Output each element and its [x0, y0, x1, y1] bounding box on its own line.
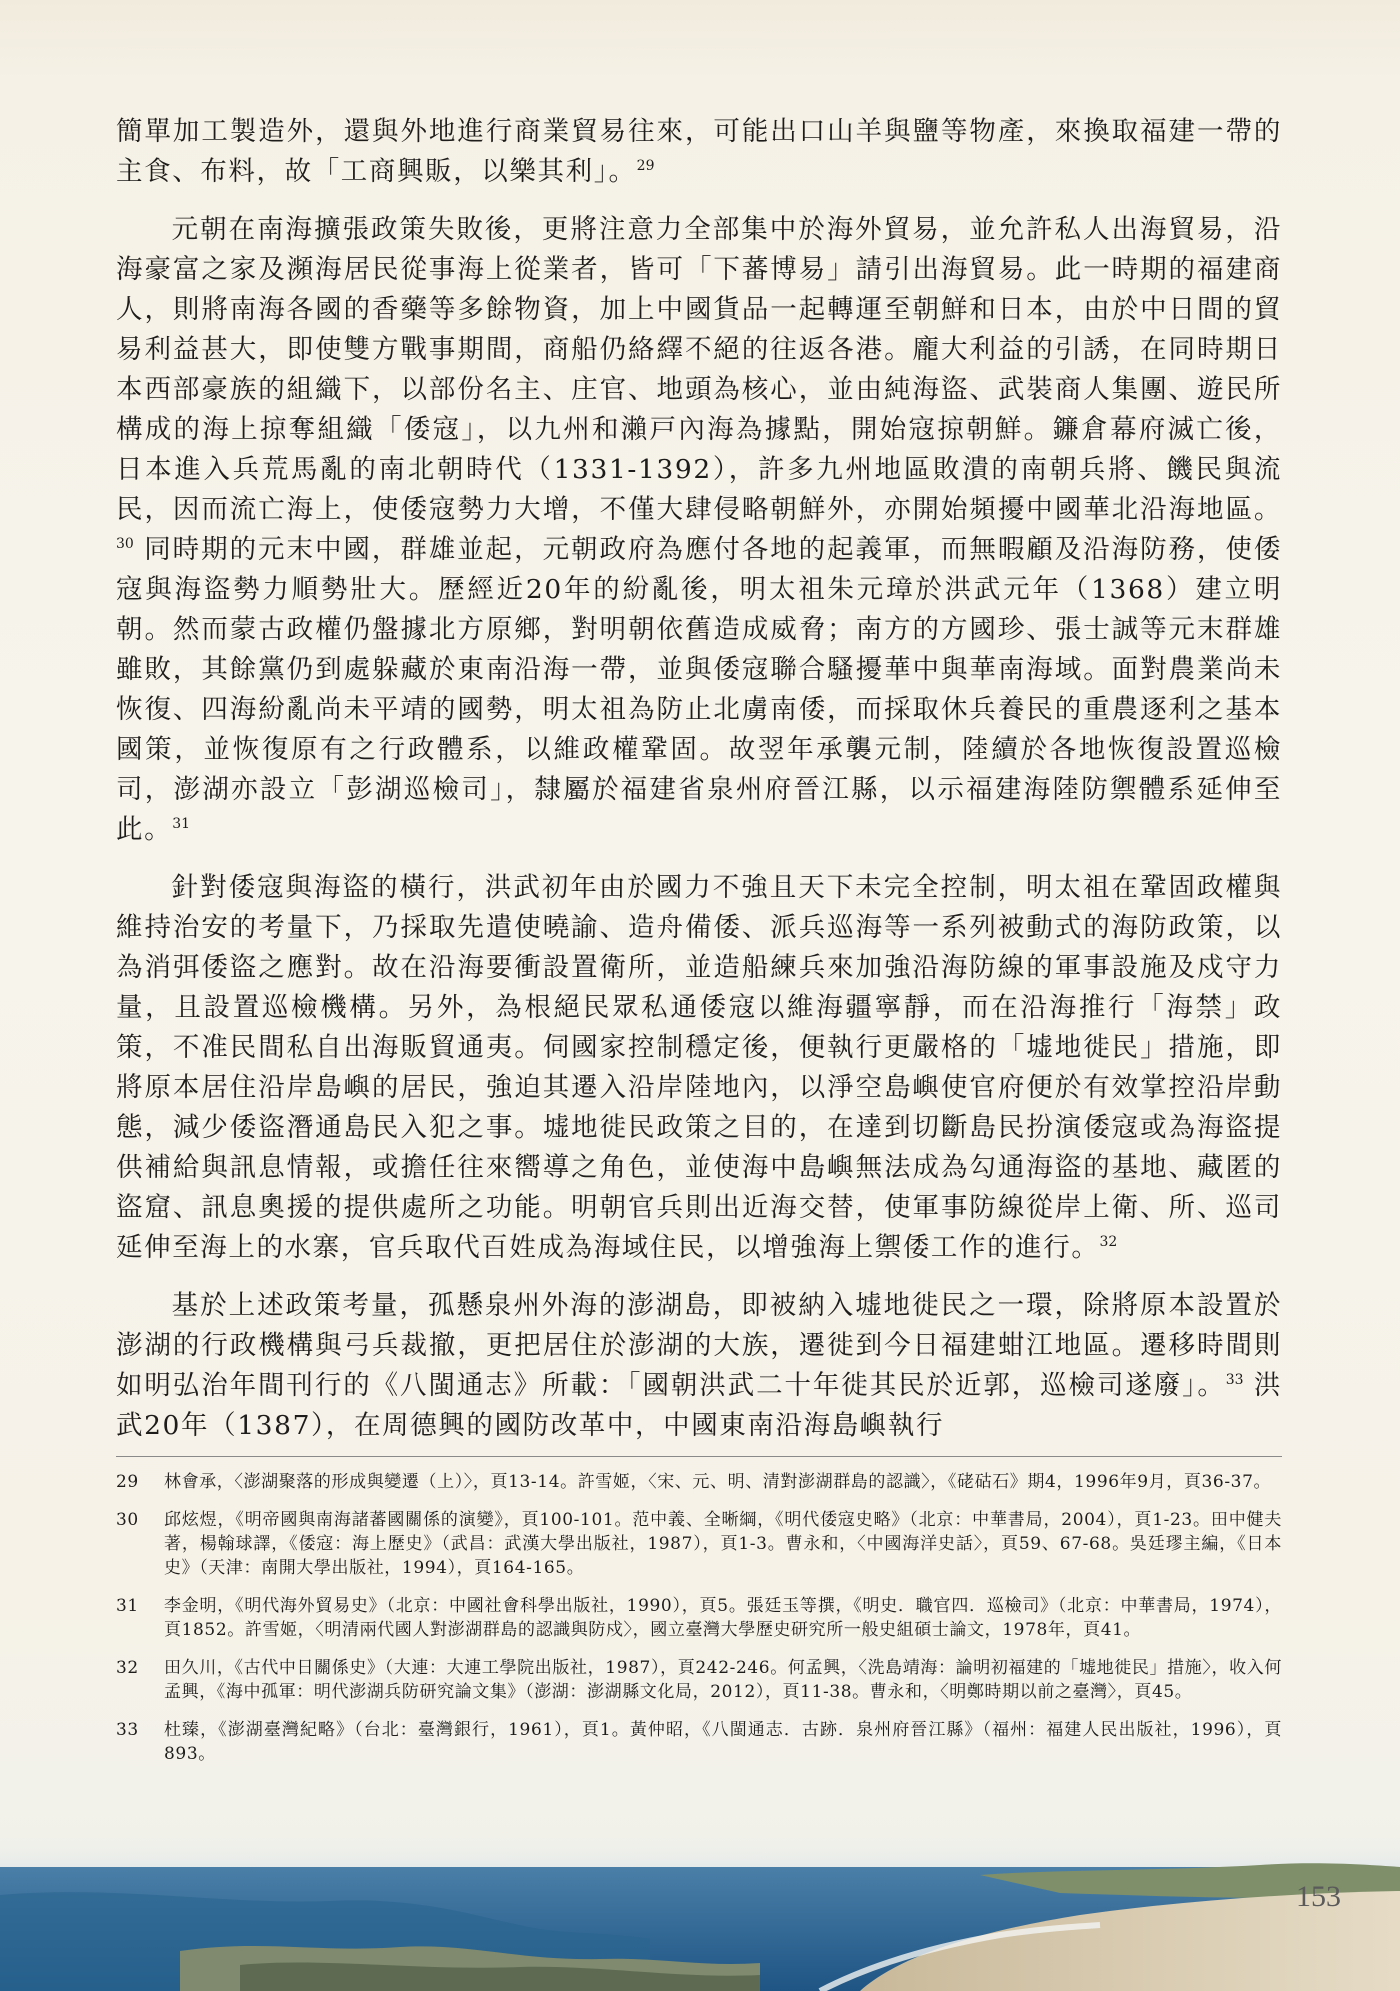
page-number: 153 [1296, 1880, 1341, 1913]
footnote-number: 31 [116, 1596, 139, 1616]
footnote-number: 33 [116, 1720, 139, 1740]
paragraph-text-continued: 洪武20年（1387），在周德興的國防改革中，中國東南沿海島嶼執行 [116, 1370, 1283, 1441]
main-text [116, 112, 1282, 1464]
footnote-29 [116, 1470, 1282, 1494]
footnote-ref-32[interactable]: 32 [1099, 1234, 1118, 1251]
paragraph-text: 簡單加工製造外，還與外地進行商業貿易往來，可能出口山羊與鹽等物產，來換取福建一帶的主食、布料，故「工商興販，以樂其利」。 [116, 116, 1282, 187]
footnote-ref-33[interactable]: 33 [1225, 1372, 1244, 1389]
paragraph-text-continued: 同時期的元末中國，群雄並起，元朝政府為應付各地的起義軍，而無暇顧及沿海防務，使倭寇與海盜勢力順勢壯大。歷經近20年的紛亂後，明太祖朱元璋於洪武元年（1368）建立明朝。然而蒙古政權仍盤據北方原鄉，對明朝依舊造成威脅；南方的方國珍、張士誠等元末群雄雖敗，其餘黨仍到處躲藏於東南沿海一帶，並與倭寇聯合騷擾華中與華南海域。面對農業尚未恢復、四海紛亂尚未平靖的國勢，明太祖為防止北虜南倭，而採取休兵養民的重農逐利之基本國策，並恢復原有之行政體系，以維政權鞏固。故翌年承襲元制，陸續於各地恢復設置巡檢司，澎湖亦設立「彭湖巡檢司」，隸屬於福建省泉州府晉江縣，以示福建海陸防禦體系延伸至此。 [116, 534, 1283, 845]
paragraph-text: 針對倭寇與海盜的橫行，洪武初年由於國力不強且天下未完全控制，明太祖在鞏固政權與維持治安的考量下，乃採取先遣使曉諭、造舟備倭、派兵巡海等一系列被動式的海防政策，以為消弭倭盜之應對。故在沿海要衝設置衛所，並造船練兵來加強沿海防線的軍事設施及戍守力量，且設置巡檢機構。另外，為根絕民眾私通倭寇以維海疆寧靜，而在沿海推行「海禁」政策，不准民間私自出海販貿通夷。伺國家控制穩定後，便執行更嚴格的「墟地徙民」措施，即將原本居住沿岸島嶼的居民，強迫其遷入沿岸陸地內，以淨空島嶼使官府便於有效掌控沿岸動態，減少倭盜潛通島民入犯之事。墟地徙民政策之目的，在達到切斷島民扮演倭寇或為海盜提供補給與訊息情報，或擔任往來嚮導之角色，並使海中島嶼無法成為勾通海盜的基地、藏匿的盜窟、訊息奧援的提供處所之功能。明朝官兵則出近海交替，使軍事防線從岸上衛、所、巡司延伸至海上的水寨，官兵取代百姓成為海域住民，以增強海上禦倭工作的進行。 [116, 872, 1282, 1263]
footnote-text: 林會承，〈澎湖聚落的形成與變遷（上）〉，頁13-14。許雪姬，〈宋、元、明、清對澎湖群島的認識〉，《硓𥑮石》期4，1996年9月，頁36-37。 [164, 1472, 1272, 1492]
footnote-text: 杜臻，《澎湖臺灣紀略》（台北：臺灣銀行，1961），頁1。黃仲昭，《八閩通志．古跡．泉州府晉江縣》（福州：福建人民出版社，1996），頁893。 [164, 1720, 1282, 1764]
footnote-30 [116, 1508, 1282, 1580]
footnote-text: 李金明，《明代海外貿易史》（北京：中國社會科學出版社，1990），頁5。張廷玉等撰，《明史．職官四．巡檢司》（北京：中華書局，1974），頁1852。許雪姬，〈明清兩代國人對澎湖群島的認識與防戍〉，國立臺灣大學歷史研究所一般史組碩士論文，1978年，頁41。 [164, 1596, 1282, 1640]
paragraph-text: 元朝在南海擴張政策失敗後，更將注意力全部集中於海外貿易，並允許私人出海貿易，沿海豪富之家及瀕海居民從事海上從業者，皆可「下蕃博易」請引出海貿易。此一時期的福建商人，則將南海各國的香藥等多餘物資，加上中國貨品一起轉運至朝鮮和日本，由於中日間的貿易利益甚大，即使雙方戰事期間，商船仍絡繹不絕的往返各港。龐大利益的引誘，在同時期日本西部豪族的組織下，以部份名主、庄官、地頭為核心，並由純海盜、武裝商人集團、遊民所構成的海上掠奪組織「倭寇」，以九州和瀨戸內海為據點，開始寇掠朝鮮。鐮倉幕府滅亡後，日本進入兵荒馬亂的南北朝時代（1331-1392），許多九州地區敗潰的南朝兵將、饑民與流民，因而流亡海上，使倭寇勢力大增，不僅大肆侵略朝鮮外，亦開始頻擾中國華北沿海地區。 [116, 214, 1282, 525]
footnote-ref-31[interactable]: 31 [172, 816, 191, 833]
footnote-ref-29[interactable]: 29 [636, 158, 655, 175]
footnote-ref-30[interactable]: 30 [116, 536, 134, 553]
paragraph-1 [116, 112, 1282, 192]
footnote-33 [116, 1718, 1282, 1766]
footnote-text: 田久川，《古代中日關係史》（大連：大連工學院出版社，1987），頁242-246。何孟興，〈洗島靖海：論明初福建的「墟地徙民」措施〉，收入何孟興，《海中孤軍：明代澎湖兵防研究論文集》（澎湖：澎湖縣文化局，2012），頁11-38。曹永和，〈明鄭時期以前之臺灣〉，頁45。 [164, 1658, 1282, 1702]
coastal-seascape-image [0, 1835, 1400, 1991]
footnote-32 [116, 1656, 1282, 1704]
footnotes [116, 1470, 1282, 1780]
footnote-text: 邱炫煜，《明帝國與南海諸蕃國關係的演變》，頁100-101。范中義、全晰綱，《明代倭寇史略》（北京：中華書局，2004），頁1-23。田中健夫著，楊翰球譯，《倭寇：海上歷史》（武昌：武漢大學出版社，1987），頁1-3。曹永和，〈中國海洋史話〉，頁59、67-68。吳廷璆主編，《日本史》（天津：南開大學出版社，1994），頁164-165。 [164, 1510, 1282, 1578]
footnote-number: 29 [116, 1472, 139, 1492]
paragraph-3 [116, 868, 1282, 1268]
footnote-31 [116, 1594, 1282, 1642]
paragraph-4 [116, 1286, 1282, 1446]
paragraph-text: 基於上述政策考量，孤懸泉州外海的澎湖島，即被納入墟地徙民之一環，除將原本設置於澎湖的行政機構與弓兵裁撤，更把居住於澎湖的大族，遷徙到今日福建蚶江地區。遷移時間則如明弘治年間刊行的《八閩通志》所載：「國朝洪武二十年徙其民於近郭，巡檢司遂廢」。 [116, 1290, 1282, 1401]
footnote-number: 30 [116, 1510, 139, 1530]
footnote-number: 32 [116, 1658, 139, 1678]
footnote-divider [116, 1456, 1282, 1457]
paragraph-2 [116, 210, 1282, 850]
